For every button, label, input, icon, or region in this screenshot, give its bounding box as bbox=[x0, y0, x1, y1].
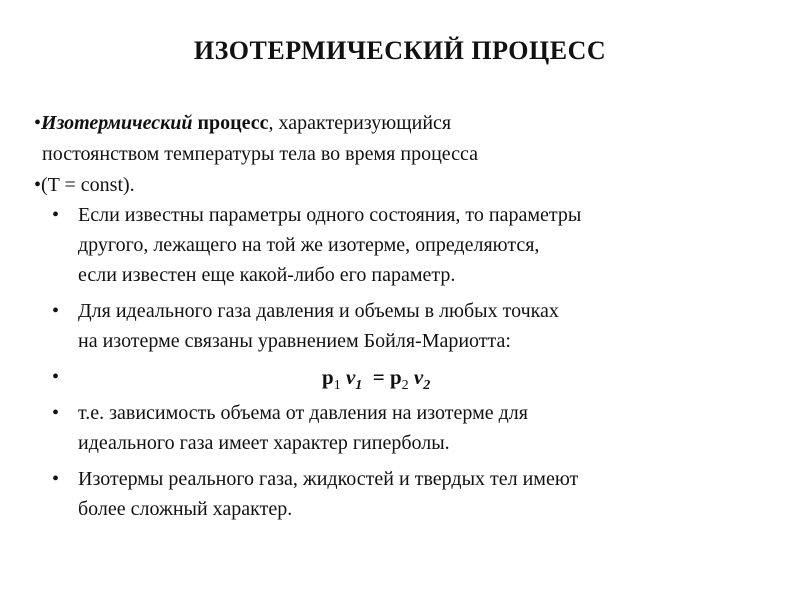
intro-definition bbox=[34, 108, 774, 201]
bullet-dot: • bbox=[52, 204, 60, 226]
bullet-dot: • bbox=[52, 468, 60, 490]
formula-p1: p bbox=[322, 365, 334, 389]
formula-p2-sub: 2 bbox=[401, 378, 409, 393]
list-item-line: Для идеального газа давления и объемы в любых точках bbox=[78, 300, 559, 322]
term-bold: процесс bbox=[197, 112, 269, 134]
formula-v1: v bbox=[345, 365, 356, 389]
boyle-mariotte-formula bbox=[322, 362, 430, 396]
intro-line-3: •(T = const). bbox=[34, 174, 135, 196]
list-item bbox=[52, 200, 772, 290]
list-item-line: другого, лежащего на той же изотерме, определяются, bbox=[78, 234, 540, 256]
list-item bbox=[52, 464, 772, 524]
formula-p2: p bbox=[389, 365, 402, 389]
formula-eq: = bbox=[372, 365, 385, 389]
formula-v1-sub: 1 bbox=[355, 378, 363, 393]
page-title: ИЗОТЕРМИЧЕСКИЙ ПРОЦЕСС bbox=[193, 36, 607, 65]
formula-v2: v bbox=[413, 365, 424, 389]
list-item-line: на изотерме связаны уравнением Бойля-Мариотта: bbox=[78, 330, 511, 352]
formula-p1-sub: 1 bbox=[333, 378, 341, 393]
list-item-formula bbox=[52, 362, 772, 392]
bullet-dot: • bbox=[52, 402, 60, 424]
list-item-line: Если известны параметры одного состояния, то параметры bbox=[78, 204, 582, 226]
list-item-line: Изотермы реального газа, жидкостей и твердых тел имеют bbox=[78, 468, 579, 490]
list-item bbox=[52, 296, 772, 356]
intro-rest-line-1: , характеризующийся bbox=[268, 112, 452, 134]
bullet-list bbox=[52, 200, 772, 530]
bullet-dot: • bbox=[52, 300, 60, 322]
term-italic: Изотермический bbox=[41, 112, 193, 134]
intro-bullet: • bbox=[34, 112, 42, 134]
list-item-line: если известен еще какой-либо его параметр. bbox=[78, 264, 456, 286]
list-item-line: т.е. зависимость объема от давления на изотерме для bbox=[78, 402, 528, 424]
bullet-dot: • bbox=[52, 366, 60, 388]
list-item-line: идеального газа имеет характер гиперболы. bbox=[78, 432, 450, 454]
list-item-line: более сложный характер. bbox=[78, 498, 293, 520]
formula-v2-sub: 2 bbox=[423, 378, 431, 393]
intro-line-1 bbox=[34, 108, 774, 139]
list-item bbox=[52, 398, 772, 458]
intro-line-2: постоянством температуры тела во время процесса bbox=[42, 143, 479, 165]
